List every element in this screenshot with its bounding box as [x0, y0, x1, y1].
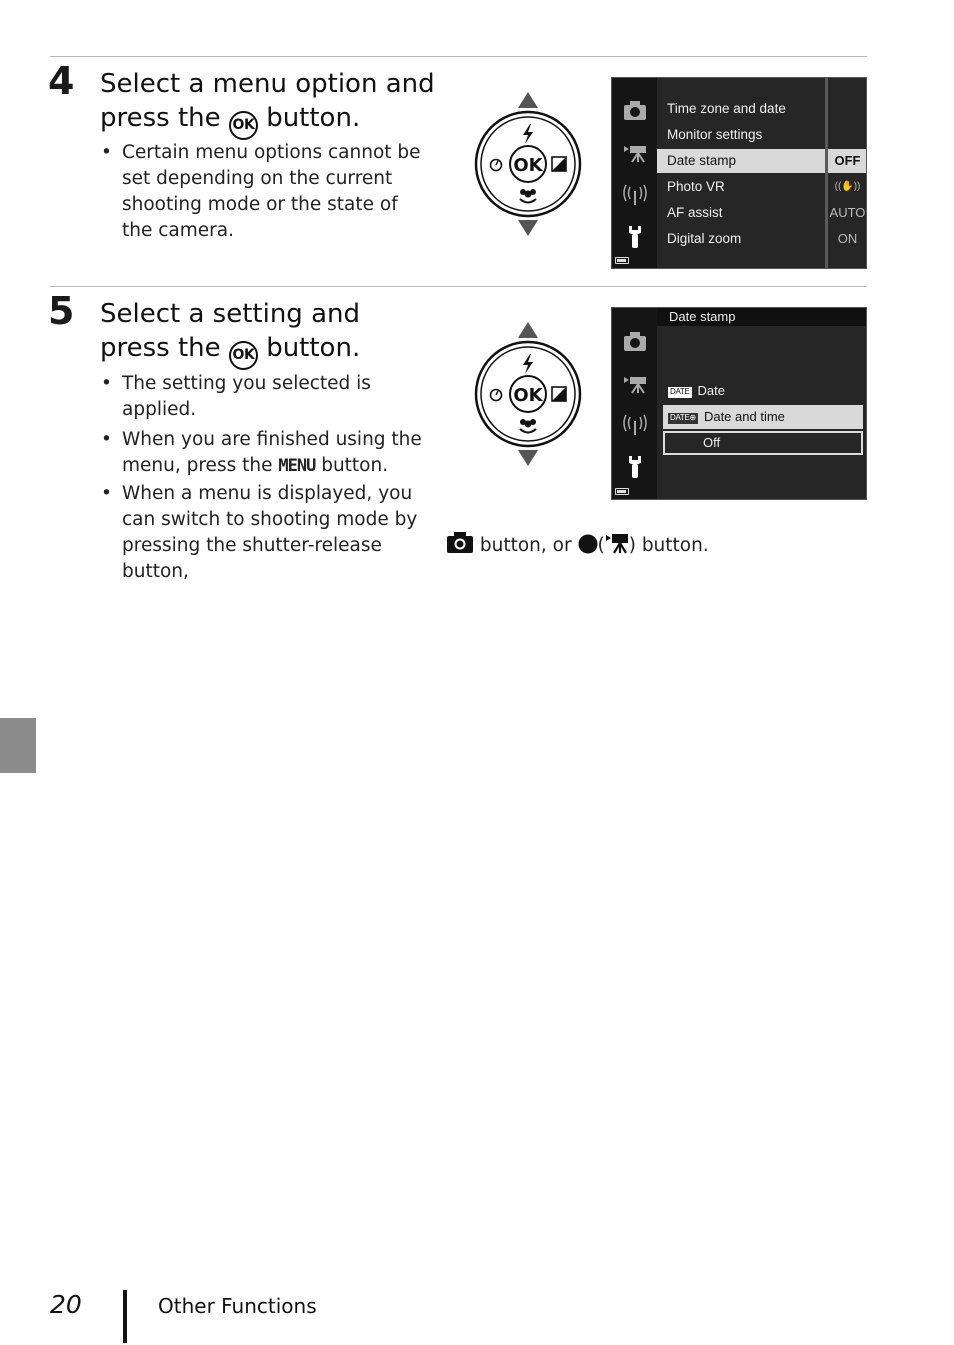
step4-top-rule: [50, 56, 867, 57]
multi-selector-diagram-step4: [468, 88, 588, 258]
option-off-label: Off: [703, 435, 721, 450]
step5-bullet-2: [100, 427, 430, 479]
step4-bullets: [100, 140, 430, 248]
ok-button-icon: OK: [229, 111, 258, 140]
option-date-label: Date: [697, 383, 726, 398]
wireless-icon: [622, 411, 648, 437]
up-arrow-icon: [518, 322, 538, 338]
menu-item-digital-zoom[interactable]: Digital zoom: [667, 231, 742, 246]
battery-icon: [615, 488, 629, 495]
date-tag-icon: DATE: [670, 387, 690, 396]
exposure-compensation-icon: [552, 157, 566, 171]
menu-item-photo-vr[interactable]: Photo VR: [667, 179, 725, 194]
menu-item-date-stamp[interactable]: Date stamp: [657, 149, 827, 173]
value-date-stamp-off: OFF: [828, 149, 867, 173]
exposure-compensation-icon: [552, 387, 566, 401]
camera-icon: [622, 98, 648, 124]
date-stamp-title: Date stamp: [657, 308, 867, 326]
movie-icon: [622, 371, 648, 397]
step4-heading: [100, 67, 460, 140]
ok-button-icon: OK: [229, 341, 258, 370]
menu-sidebar: [612, 308, 657, 499]
setup-wrench-icon: [622, 454, 648, 480]
paren-open: (: [597, 535, 605, 556]
wireless-icon: [622, 181, 648, 207]
movie-record-button-icon: [578, 534, 598, 554]
ok-label: OK: [513, 385, 543, 406]
option-off[interactable]: [663, 431, 863, 455]
section-title: Other Functions: [158, 1294, 317, 1318]
menu-button-word: MENU: [278, 456, 316, 476]
option-date-and-time-label: Date and time: [703, 409, 785, 424]
footer-divider: [123, 1290, 127, 1343]
camera-button-icon: [446, 532, 474, 554]
date-stamp-screen: [611, 307, 867, 500]
step5-top-rule: [50, 286, 867, 287]
step5-heading: [100, 297, 430, 370]
step5-bullet-2-after: button.: [321, 455, 389, 476]
down-arrow-icon: [518, 220, 538, 236]
step5-bullet-3-after: ) button.: [628, 535, 709, 556]
setup-wrench-icon: [622, 224, 648, 250]
step5-bullet-3-middle: button, or: [479, 535, 572, 556]
up-arrow-icon: [518, 92, 538, 108]
step5-heading-after: button.: [266, 333, 361, 363]
camera-icon: [622, 329, 648, 355]
menu-item-monitor-settings[interactable]: Monitor settings: [667, 127, 763, 142]
movie-camera-icon: [605, 532, 629, 554]
value-digital-zoom-on: ON: [837, 231, 858, 246]
multi-selector-diagram-step5: [468, 318, 588, 488]
step4-heading-before: Select a menu option and press the: [100, 69, 435, 133]
date-time-tag-icon: DATE⊕: [670, 413, 696, 422]
step4-heading-after: button.: [266, 103, 361, 133]
step4-number: 4: [48, 59, 75, 103]
step5-bullet-3-lead: When a menu is displayed, you can switch to shooting mode by pressing the shutter-release button,: [122, 483, 418, 582]
down-arrow-icon: [518, 450, 538, 466]
step5-bullet-2-before: When you are finished using the menu, press the: [122, 429, 422, 476]
battery-icon: [615, 257, 629, 264]
option-date-and-time[interactable]: [663, 405, 863, 429]
step5-bullet-3: • When a menu is displayed, you can switch to shooting mode by pressing the shutter-release button,: [100, 481, 740, 585]
step5-bullet-1: • The setting you selected is applied.: [100, 371, 430, 423]
step4-bullet: • Certain menu options cannot be set depending on the current shooting mode or the state of the camera.: [100, 140, 430, 244]
step5-heading-before: Select a setting and press the: [100, 299, 360, 363]
value-af-assist-auto: AUTO: [829, 205, 866, 220]
chapter-side-tab: [0, 718, 36, 773]
step5-bullet-3-tail: [446, 532, 709, 559]
menu-item-af-assist[interactable]: AF assist: [667, 205, 723, 220]
step5-bullets: [100, 371, 430, 483]
ok-label: OK: [513, 155, 543, 176]
camera-menu-screen: [611, 77, 867, 269]
movie-icon: [622, 140, 648, 166]
value-photo-vr-icon: ((✋)): [834, 181, 861, 192]
option-date[interactable]: [663, 379, 863, 403]
page-number: 20: [50, 1290, 82, 1319]
step5-number: 5: [48, 289, 75, 333]
menu-sidebar: [612, 78, 657, 268]
menu-item-time-zone[interactable]: Time zone and date: [667, 101, 786, 116]
